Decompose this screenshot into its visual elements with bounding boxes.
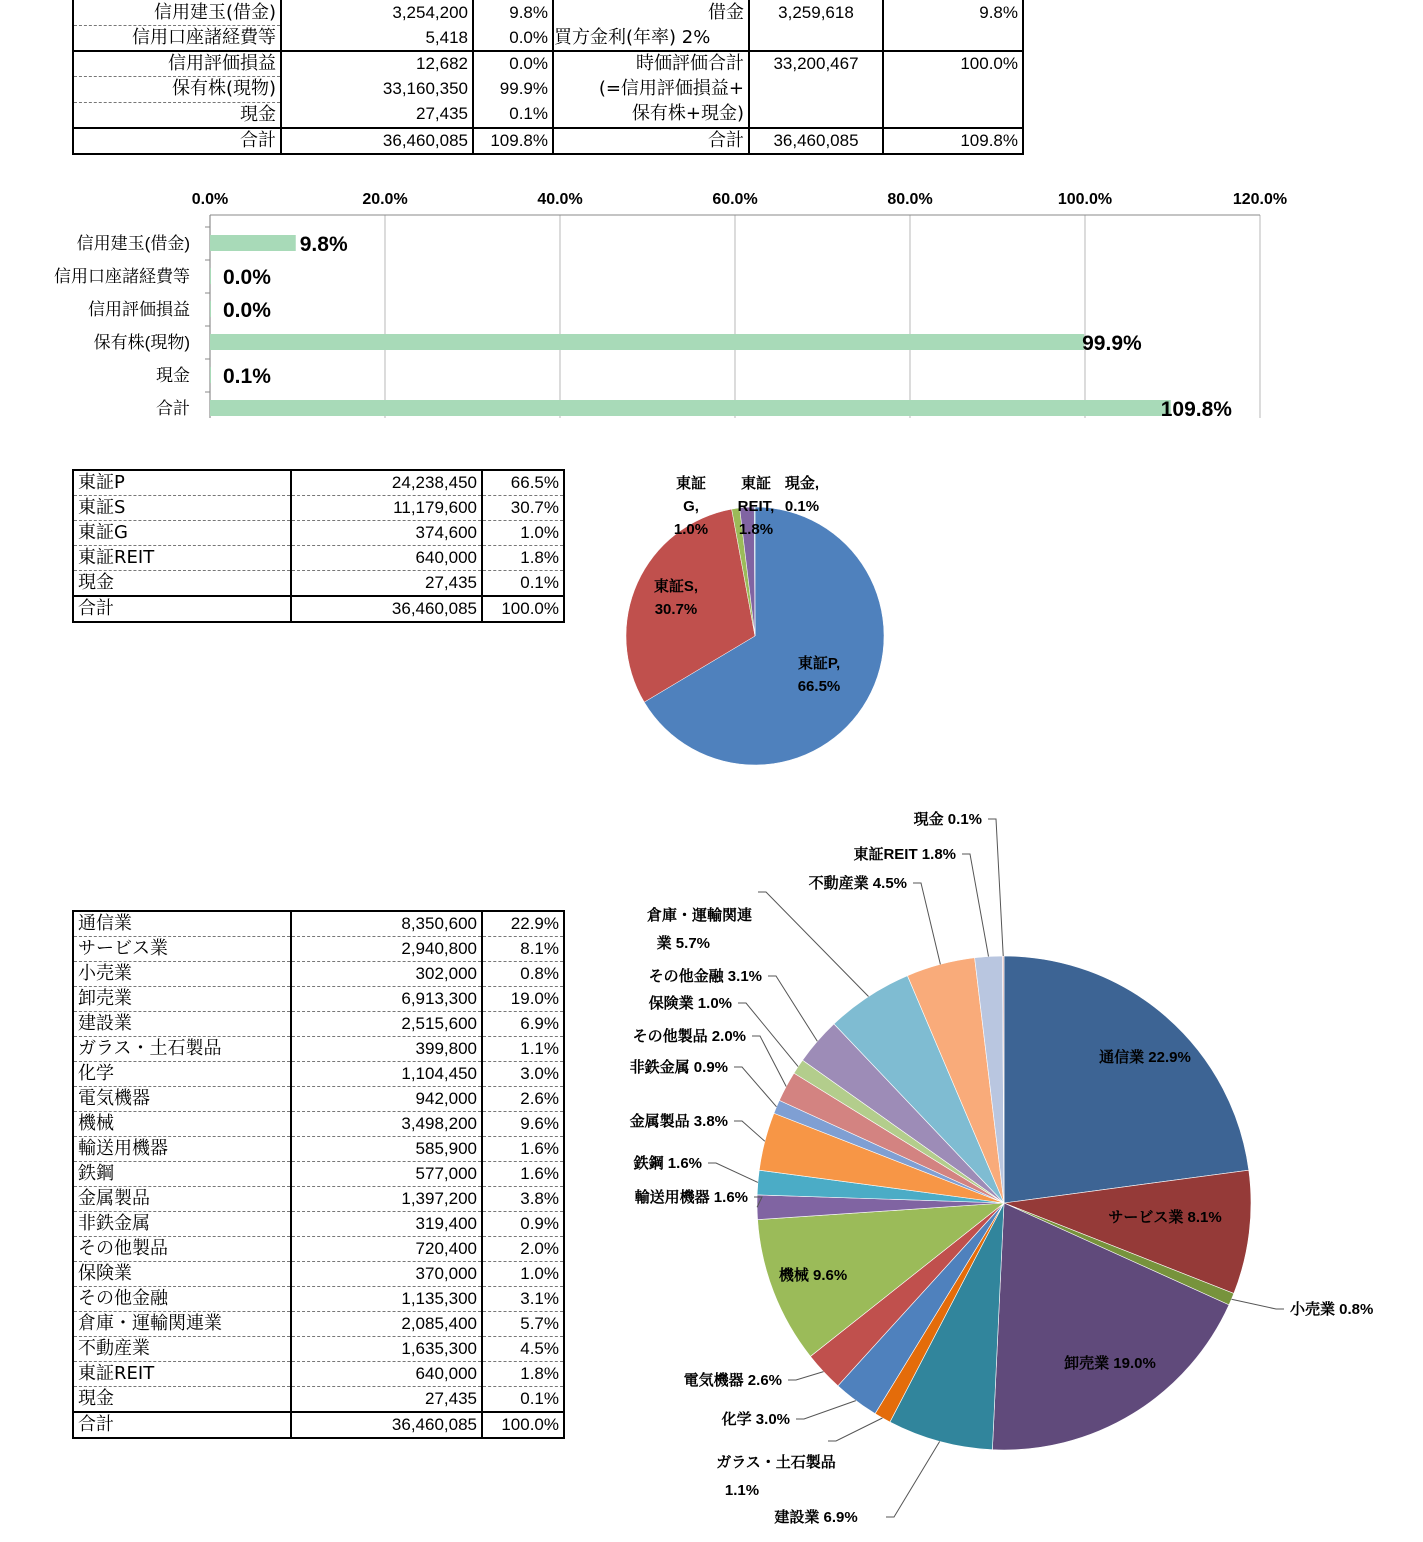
x-tick-label: 40.0%: [537, 191, 583, 208]
sector-row-label: 合計: [73, 1412, 291, 1438]
sector-row: [73, 1112, 564, 1137]
sector-row-pct: 1.0%: [482, 1262, 564, 1287]
bar-data-label: 0.1%: [223, 365, 271, 388]
y-tick-label: 保有株(現物): [93, 333, 190, 352]
sector-row-pct: 1.6%: [482, 1162, 564, 1187]
leader-line: [988, 819, 1003, 956]
sector-row-value: 577,000: [291, 1162, 482, 1187]
sector-row: [73, 962, 564, 987]
pie-data-label: その他製品 2.0%: [632, 1028, 746, 1045]
pie-data-label: ガラス・土石製品 1.1%: [716, 1454, 836, 1499]
market-value-note: (=信用評価損益+: [553, 77, 749, 103]
sector-row: [73, 1337, 564, 1362]
pie-data-label: 通信業 22.9%: [1099, 1049, 1191, 1066]
empty-cell: [883, 26, 1023, 52]
loan-pct: 9.8%: [883, 0, 1023, 26]
pie-data-label: 保険業 1.0%: [648, 995, 732, 1012]
summary-pct: 109.8%: [473, 128, 553, 154]
market-row-pct: 66.5%: [482, 470, 564, 496]
summary-pct: 9.8%: [473, 0, 553, 26]
market-value-note: 保有株+現金): [553, 102, 749, 128]
leader-line: [758, 892, 869, 996]
market-row: [73, 546, 564, 571]
x-tick-label: 20.0%: [362, 191, 408, 208]
market-row-pct: 100.0%: [482, 596, 564, 622]
sector-row-label: 東証REIT: [73, 1362, 291, 1387]
sector-row-value: 399,800: [291, 1037, 482, 1062]
sector-row-value: 720,400: [291, 1237, 482, 1262]
pie-data-label: その他金融 3.1%: [648, 968, 762, 985]
pie-data-label: 現金 0.1%: [913, 811, 982, 828]
sector-row-pct: 9.6%: [482, 1112, 564, 1137]
sector-row-pct: 22.9%: [482, 911, 564, 937]
leader-line: [788, 1372, 824, 1380]
pie-data-label: 化学 3.0%: [721, 1411, 790, 1428]
x-tick-label: 120.0%: [1232, 191, 1288, 208]
market-row-label: 東証REIT: [73, 546, 291, 571]
sector-row-label: 輸送用機器: [73, 1137, 291, 1162]
pie-data-label: 東証 REIT, 1.8%: [737, 475, 775, 538]
market-row-pct: 30.7%: [482, 496, 564, 521]
sector-row-pct: 0.8%: [482, 962, 564, 987]
sector-row-value: 2,085,400: [291, 1312, 482, 1337]
leader-line: [886, 1441, 940, 1517]
summary-label: 合計: [73, 128, 281, 154]
sector-row-label: 化学: [73, 1062, 291, 1087]
bar-data-label: 99.9%: [1082, 332, 1142, 355]
sector-row-value: 585,900: [291, 1137, 482, 1162]
sector-row: [73, 1412, 564, 1438]
sector-row-value: 1,635,300: [291, 1337, 482, 1362]
y-tick-label: 信用口座諸経費等: [54, 267, 190, 286]
sector-row-pct: 1.1%: [482, 1037, 564, 1062]
sector-row-value: 2,940,800: [291, 937, 482, 962]
market-row-label: 合計: [73, 596, 291, 622]
sector-row-label: 電気機器: [73, 1087, 291, 1112]
market-row-value: 374,600: [291, 521, 482, 546]
sector-row-label: 金属製品: [73, 1187, 291, 1212]
sector-row-label: 不動産業: [73, 1337, 291, 1362]
leader-line: [962, 854, 989, 956]
sector-row-label: サービス業: [73, 937, 291, 962]
sector-row-value: 2,515,600: [291, 1012, 482, 1037]
market-value-label: 時価評価合計: [553, 51, 749, 77]
sector-row-pct: 8.1%: [482, 937, 564, 962]
rate-label: 買方金利(年率) 2%: [553, 26, 749, 52]
sector-row-label: ガラス・土石製品: [73, 1037, 291, 1062]
sector-row-label: 倉庫・運輸関連業: [73, 1312, 291, 1337]
sector-row: [73, 1187, 564, 1212]
sector-row-pct: 2.0%: [482, 1237, 564, 1262]
bar-data-label: 0.0%: [223, 266, 271, 289]
empty-cell: [883, 77, 1023, 103]
total-value: 36,460,085: [749, 128, 883, 154]
summary-pct: 0.1%: [473, 102, 553, 128]
bar: [210, 235, 296, 251]
market-row-value: 24,238,450: [291, 470, 482, 496]
market-row-value: 11,179,600: [291, 496, 482, 521]
pie-data-label: 不動産業 4.5%: [808, 875, 907, 892]
x-tick-label: 0.0%: [191, 191, 229, 208]
sector-row: [73, 1212, 564, 1237]
pie-data-label: 東証REIT 1.8%: [853, 846, 956, 863]
loan-value: 3,259,618: [749, 0, 883, 26]
pie-data-label: 東証P, 66.5%: [797, 655, 841, 695]
market-value-pct: 100.0%: [883, 51, 1023, 77]
market-row-value: 36,460,085: [291, 596, 482, 622]
bar: [210, 400, 1171, 416]
market-row-label: 東証P: [73, 470, 291, 496]
pie-data-label: 現金, 0.1%: [784, 475, 820, 515]
market-row-value: 27,435: [291, 571, 482, 597]
sector-row-pct: 1.6%: [482, 1137, 564, 1162]
y-tick-label: 信用評価損益: [88, 300, 190, 319]
market-row: [73, 521, 564, 546]
sector-row-pct: 5.7%: [482, 1312, 564, 1337]
sector-row-value: 6,913,300: [291, 987, 482, 1012]
sector-row-value: 319,400: [291, 1212, 482, 1237]
sector-row-value: 3,498,200: [291, 1112, 482, 1137]
sector-row: [73, 1062, 564, 1087]
summary-table: [72, 0, 1024, 155]
sector-row-label: 現金: [73, 1387, 291, 1413]
market-row: [73, 596, 564, 622]
y-tick-label: 現金: [156, 366, 190, 385]
pie-data-label: 電気機器 2.6%: [683, 1372, 782, 1389]
ratio-bar-chart: [0, 180, 1423, 425]
sector-row-pct: 3.1%: [482, 1287, 564, 1312]
loan-label: 借金: [553, 0, 749, 26]
sector-row-pct: 0.1%: [482, 1387, 564, 1413]
sector-row-value: 36,460,085: [291, 1412, 482, 1438]
sector-row-label: 小売業: [73, 962, 291, 987]
pie-data-label: 小売業 0.8%: [1290, 1301, 1374, 1318]
leader-line: [913, 883, 940, 964]
summary-label: 保有株(現物): [73, 77, 281, 103]
sector-row-value: 370,000: [291, 1262, 482, 1287]
x-tick-label: 100.0%: [1057, 191, 1113, 208]
summary-value: 5,418: [281, 26, 473, 52]
empty-cell: [749, 102, 883, 128]
x-tick-label: 60.0%: [712, 191, 758, 208]
summary-value: 27,435: [281, 102, 473, 128]
leader-line: [768, 976, 817, 1041]
summary-value: 3,254,200: [281, 0, 473, 26]
sector-row-pct: 3.0%: [482, 1062, 564, 1087]
sector-row: [73, 987, 564, 1012]
y-tick-label: 合計: [156, 399, 190, 418]
bar-data-label: 109.8%: [1160, 398, 1232, 421]
pie-data-label: 卸売業 19.0%: [1064, 1355, 1156, 1372]
sector-row-value: 942,000: [291, 1087, 482, 1112]
sector-row: [73, 1137, 564, 1162]
sector-row: [73, 1287, 564, 1312]
pie-slice: [1004, 956, 1249, 1203]
leader-line: [796, 1401, 856, 1419]
sector-row-value: 1,135,300: [291, 1287, 482, 1312]
y-tick-label: 信用建玉(借金): [76, 234, 190, 253]
pie-data-label: サービス業 8.1%: [1108, 1209, 1222, 1226]
sector-row-label: 鉄鋼: [73, 1162, 291, 1187]
pie-data-label: 非鉄金属 0.9%: [629, 1059, 728, 1076]
summary-pct: 0.0%: [473, 51, 553, 77]
sector-row-value: 640,000: [291, 1362, 482, 1387]
leader-line: [1231, 1299, 1284, 1309]
bar: [210, 268, 211, 284]
sector-row-pct: 19.0%: [482, 987, 564, 1012]
sector-row-label: その他金融: [73, 1287, 291, 1312]
sector-row: [73, 1087, 564, 1112]
market-row: [73, 496, 564, 521]
market-row-pct: 0.1%: [482, 571, 564, 597]
pie-data-label: 鉄鋼 1.6%: [633, 1155, 702, 1172]
sector-row-label: 通信業: [73, 911, 291, 937]
sector-row-label: 卸売業: [73, 987, 291, 1012]
bar: [210, 334, 1084, 350]
total-pct: 109.8%: [883, 128, 1023, 154]
pie-data-label: 輸送用機器 1.6%: [634, 1189, 748, 1206]
sector-row-pct: 3.8%: [482, 1187, 564, 1212]
leader-line: [734, 1067, 777, 1107]
bar: [210, 367, 211, 383]
sector-row-label: 非鉄金属: [73, 1212, 291, 1237]
sector-row: [73, 1237, 564, 1262]
pie-data-label: 建設業 6.9%: [774, 1509, 858, 1526]
bar: [210, 301, 211, 317]
sector-row-pct: 2.6%: [482, 1087, 564, 1112]
bar-data-label: 9.8%: [299, 233, 348, 256]
sector-row: [73, 911, 564, 937]
sector-row-pct: 0.9%: [482, 1212, 564, 1237]
sector-row-label: その他製品: [73, 1237, 291, 1262]
leader-line: [708, 1163, 758, 1182]
sector-row: [73, 1312, 564, 1337]
sector-row: [73, 1037, 564, 1062]
market-row-label: 東証S: [73, 496, 291, 521]
total-label: 合計: [553, 128, 749, 154]
summary-value: 12,682: [281, 51, 473, 77]
empty-cell: [749, 26, 883, 52]
market-row: [73, 470, 564, 496]
sector-table: [72, 910, 565, 1439]
sector-row-value: 27,435: [291, 1387, 482, 1413]
sector-row-value: 302,000: [291, 962, 482, 987]
leader-line: [738, 1003, 798, 1067]
summary-pct: 99.9%: [473, 77, 553, 103]
market-row-pct: 1.8%: [482, 546, 564, 571]
summary-value: 33,160,350: [281, 77, 473, 103]
summary-value: 36,460,085: [281, 128, 473, 154]
sector-row-pct: 6.9%: [482, 1012, 564, 1037]
leader-line: [828, 1418, 882, 1441]
market-row-label: 東証G: [73, 521, 291, 546]
sector-row: [73, 1162, 564, 1187]
sector-row: [73, 1362, 564, 1387]
summary-pct: 0.0%: [473, 26, 553, 52]
summary-label: 現金: [73, 102, 281, 128]
sector-row-label: 保険業: [73, 1262, 291, 1287]
summary-label: 信用建玉(借金): [73, 0, 281, 26]
market-table: [72, 469, 565, 623]
pie-data-label: 倉庫・運輸関連業 5.7%: [646, 907, 752, 952]
sector-row: [73, 937, 564, 962]
market-pie-chart: [580, 460, 960, 780]
sector-row-value: 1,104,450: [291, 1062, 482, 1087]
sector-pie-chart: [580, 800, 1423, 1542]
market-row-label: 現金: [73, 571, 291, 597]
market-row-pct: 1.0%: [482, 521, 564, 546]
pie-data-label: 東証 G, 1.0%: [673, 475, 709, 538]
leader-line: [734, 1121, 765, 1141]
sector-row: [73, 1012, 564, 1037]
summary-label: 信用評価損益: [73, 51, 281, 77]
sector-row: [73, 1262, 564, 1287]
sector-row-pct: 100.0%: [482, 1412, 564, 1438]
market-row: [73, 571, 564, 597]
x-tick-label: 80.0%: [887, 191, 933, 208]
empty-cell: [883, 102, 1023, 128]
pie-data-label: 機械 9.6%: [778, 1267, 848, 1284]
sector-row-pct: 4.5%: [482, 1337, 564, 1362]
market-value: 33,200,467: [749, 51, 883, 77]
bar-data-label: 0.0%: [223, 299, 271, 322]
leader-line: [752, 1036, 786, 1087]
summary-label: 信用口座諸経費等: [73, 26, 281, 52]
market-row-value: 640,000: [291, 546, 482, 571]
sector-row-value: 8,350,600: [291, 911, 482, 937]
sector-row-pct: 1.8%: [482, 1362, 564, 1387]
empty-cell: [749, 77, 883, 103]
pie-data-label: 金属製品 3.8%: [629, 1113, 728, 1130]
sector-row: [73, 1387, 564, 1413]
pie-data-label: 東証S, 30.7%: [653, 578, 699, 618]
sector-row-value: 1,397,200: [291, 1187, 482, 1212]
sector-row-label: 建設業: [73, 1012, 291, 1037]
sector-row-label: 機械: [73, 1112, 291, 1137]
